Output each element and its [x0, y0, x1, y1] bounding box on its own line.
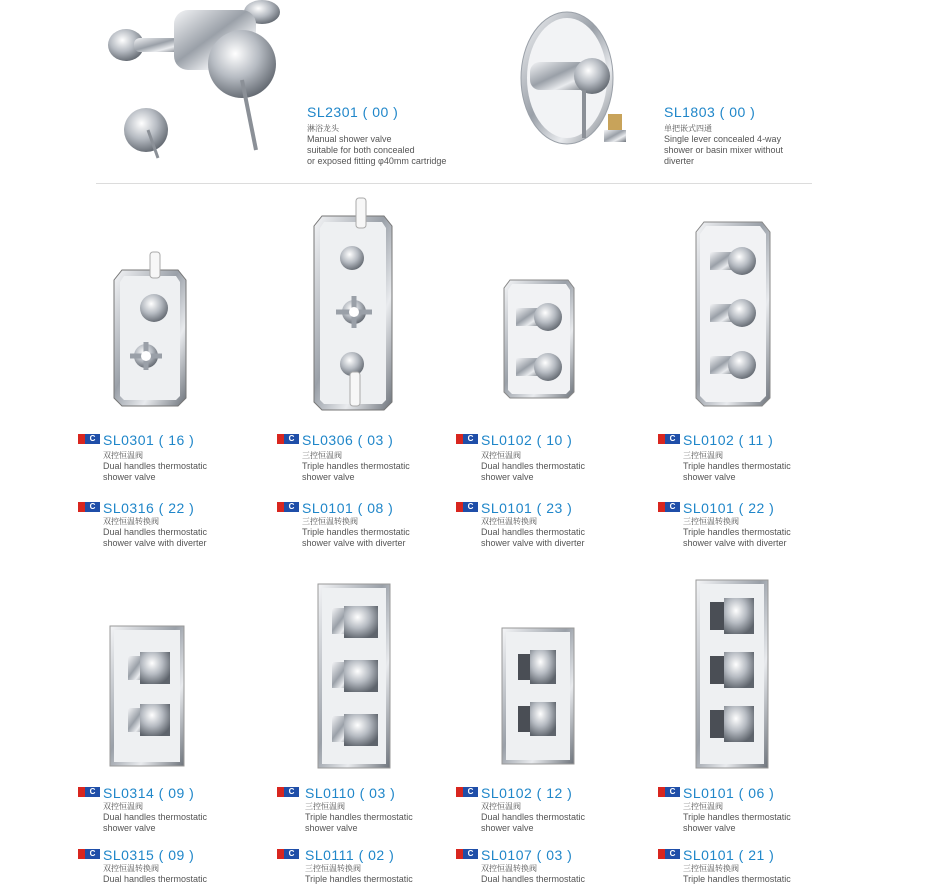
- product-code: SL0314 ( 09 ): [103, 785, 195, 801]
- triple-lever-plate-image: [696, 580, 768, 768]
- product-code: SL0316 ( 22 ): [103, 500, 195, 516]
- brand-flag-icon: C: [277, 787, 299, 797]
- product-desc-line: Triple handles thermostatic: [302, 527, 410, 537]
- product-code: SL0102 ( 11 ): [683, 432, 774, 448]
- product-desc-line: shower valve with diverter: [103, 538, 207, 548]
- triple-button-plate-image: [694, 222, 772, 408]
- brand-flag-icon: C: [456, 787, 478, 797]
- section-divider: [96, 183, 812, 184]
- product-chinese-name: 三控恒温转换阀: [302, 517, 358, 526]
- product-code: SL2301 ( 00 ): [307, 104, 399, 120]
- brand-flag-icon: C: [456, 434, 478, 444]
- product-sl0102-10: [456, 432, 585, 483]
- product-desc-line: suitable for both concealed: [307, 145, 415, 155]
- product-sl0101-22: [658, 500, 791, 549]
- product-chinese-name: 双控恒温转换阀: [103, 864, 159, 873]
- product-desc-line: Manual shower valve: [307, 134, 392, 144]
- brand-flag-icon: C: [78, 849, 100, 859]
- brand-flag-icon: C: [78, 434, 100, 444]
- product-sl0316: [78, 500, 207, 549]
- product-desc-line: shower valve: [481, 823, 534, 833]
- product-desc-line: Dual handles thermostatic: [481, 461, 586, 471]
- dual-square-plate-image: [110, 626, 184, 766]
- product-chinese-name: 单把嵌式四通: [664, 124, 712, 133]
- product-desc-line: shower valve with diverter: [683, 538, 787, 548]
- brand-flag-icon: C: [456, 849, 478, 859]
- dual-valve-plate-image: [110, 250, 190, 410]
- product-chinese-name: 三控恒温阀: [305, 802, 345, 811]
- product-chinese-name: 双控恒温转换阀: [481, 517, 537, 526]
- product-chinese-name: 三控恒温转换阀: [683, 517, 739, 526]
- product-desc-line: shower valve with diverter: [302, 538, 406, 548]
- product-desc-line: shower valve: [103, 823, 156, 833]
- product-chinese-name: 双控恒温转换阀: [481, 864, 537, 873]
- product-sl0101-08: [277, 500, 410, 549]
- product-code: SL0111 ( 02 ): [305, 847, 395, 863]
- product-desc-line: shower valve: [481, 472, 534, 482]
- triple-square-plate-image: [318, 584, 390, 768]
- product-desc-line: Dual handles thermostatic: [103, 527, 208, 537]
- product-desc-line: Dual handles thermostatic: [103, 461, 208, 471]
- product-desc-line: shower valve: [302, 472, 355, 482]
- triple-valve-plate-image: [310, 196, 396, 418]
- product-code: SL0101 ( 23 ): [481, 500, 573, 516]
- product-desc-line: Triple handles thermostatic: [683, 812, 791, 822]
- product-desc-line: Triple handles thermostatic: [683, 874, 791, 884]
- product-sl0107: [456, 847, 585, 885]
- product-desc-line: shower valve with diverter: [481, 538, 585, 548]
- product-sl0101-06: [658, 785, 791, 834]
- product-code: SL1803 ( 00 ): [664, 104, 756, 120]
- product-code: SL0306 ( 03 ): [302, 432, 394, 448]
- brand-flag-icon: C: [78, 787, 100, 797]
- product-desc-line: Dual handles thermostatic: [103, 874, 208, 884]
- product-chinese-name: 双控恒温阀: [481, 451, 521, 460]
- product-code: SL0101 ( 22 ): [683, 500, 775, 516]
- brand-flag-icon: C: [277, 849, 299, 859]
- product-chinese-name: 双控恒温转换阀: [103, 517, 159, 526]
- brand-flag-icon: C: [277, 434, 299, 444]
- product-desc-line: Dual handles thermostatic: [103, 812, 208, 822]
- dual-lever-plate-image: [502, 628, 574, 764]
- product-sl0111: [277, 847, 413, 885]
- dual-button-plate-image: [502, 280, 576, 400]
- product-desc-line: diverter: [664, 156, 695, 166]
- product-code: SL0101 ( 08 ): [302, 500, 394, 516]
- product-chinese-name: 双控恒温阀: [103, 451, 143, 460]
- brand-flag-icon: C: [277, 502, 299, 512]
- product-desc-line: shower valve: [305, 823, 358, 833]
- product-desc-line: Triple handles thermostatic: [683, 527, 791, 537]
- product-chinese-name: 三控恒温阀: [302, 451, 342, 460]
- product-chinese-name: 三控恒温阀: [683, 802, 723, 811]
- product-sl0315: [78, 847, 207, 885]
- product-chinese-name: 双控恒温阀: [103, 802, 143, 811]
- product-sl0314: [78, 785, 207, 834]
- concealed-mixer-image: [512, 6, 642, 156]
- product-desc-line: shower or basin mixer without: [664, 145, 784, 155]
- product-code: SL0110 ( 03 ): [305, 785, 396, 801]
- product-code: SL0101 ( 21 ): [683, 847, 775, 863]
- brand-flag-icon: C: [658, 849, 680, 859]
- product-sl0306: [277, 432, 410, 483]
- product-code: SL0102 ( 12 ): [481, 785, 573, 801]
- product-code: SL0101 ( 06 ): [683, 785, 775, 801]
- product-desc-line: Single lever concealed 4-way: [664, 134, 782, 144]
- product-code: SL0102 ( 10 ): [481, 432, 573, 448]
- product-chinese-name: 三控恒温阀: [683, 451, 723, 460]
- product-code: SL0315 ( 09 ): [103, 847, 195, 863]
- product-desc-line: Triple handles thermostatic: [305, 874, 413, 884]
- product-chinese-name: 三控恒温转换阀: [683, 864, 739, 873]
- product-chinese-name: 淋浴龙头: [307, 124, 339, 133]
- shower-faucet-image: [104, 0, 284, 160]
- product-code: SL0107 ( 03 ): [481, 847, 573, 863]
- brand-flag-icon: C: [78, 502, 100, 512]
- product-desc-line: Dual handles thermostatic: [481, 812, 586, 822]
- product-desc-line: shower valve: [683, 823, 736, 833]
- product-desc-line: Triple handles thermostatic: [302, 461, 410, 471]
- product-desc-line: or exposed fitting φ40mm cartridge: [307, 156, 447, 166]
- product-sl1803: [664, 104, 783, 167]
- product-desc-line: shower valve: [103, 472, 156, 482]
- product-sl0101-23: [456, 500, 585, 549]
- product-desc-line: Triple handles thermostatic: [305, 812, 413, 822]
- product-chinese-name: 三控恒温转换阀: [305, 864, 361, 873]
- product-desc-line: Dual handles thermostatic: [481, 527, 586, 537]
- product-chinese-name: 双控恒温阀: [481, 802, 521, 811]
- product-sl0110: [277, 785, 413, 834]
- product-sl2301: [307, 104, 446, 167]
- brand-flag-icon: C: [658, 787, 680, 797]
- product-desc-line: shower valve: [683, 472, 736, 482]
- brand-flag-icon: C: [658, 502, 680, 512]
- product-sl0301: [78, 432, 207, 483]
- product-desc-line: Triple handles thermostatic: [683, 461, 791, 471]
- product-sl0101-21: [658, 847, 791, 885]
- product-sl0102-11: [658, 432, 791, 483]
- product-sl0102-12: [456, 785, 585, 834]
- product-code: SL0301 ( 16 ): [103, 432, 195, 448]
- brand-flag-icon: C: [658, 434, 680, 444]
- brand-flag-icon: C: [456, 502, 478, 512]
- product-desc-line: Dual handles thermostatic: [481, 874, 586, 884]
